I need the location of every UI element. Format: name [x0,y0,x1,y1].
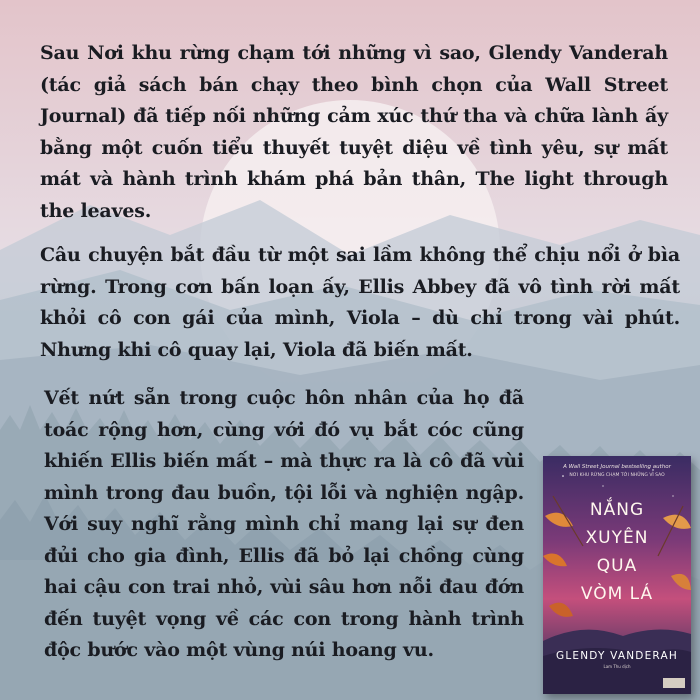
book-title-line: XUYÊN [585,528,649,548]
book-title-line: VÒM LÁ [580,584,654,604]
book-author: GLENDY VANDERAH [556,650,678,662]
book-cover [543,456,691,694]
book-tagline: A Wall Street Journal bestselling author [563,464,671,470]
book-translator: Lam Thu dịch [603,664,631,669]
book-subtitle: NƠI KHU RỪNG CHẠM TỚI NHỮNG VÌ SAO [569,473,665,478]
intro-paragraph: Sau Nơi khu rừng chạm tới những vì sao, Glendy Vanderah (tác giả sách bán chạy theo bình chọn của Wall Street Journal) đã tiếp nối những cảm xúc thứ tha và chữa lành ấy bằng một cuốn tiểu thuyết tuyệt diệu về tình yêu, sự mất mát và hành trình khám phá bản thân, The light through the leaves. [40,42,668,222]
book-title-line: QUA [596,556,638,576]
book-title-line: NẮNG [589,500,645,520]
plot-paragraph: Vết nứt sẵn trong cuộc hôn nhân của họ đã toác rộng hơn, cùng với đó vụ bắt cóc cũng khiến Ellis biến mất – mà thực ra là cô đã vùi mình trong đau buồn, tội lỗi và nghiện ngập. Với suy nghĩ rằng mình chỉ mang lại sự đen đủi cho gia đình, Ellis đã bỏ lại chồng cùng hai cậu con trai nhỏ, vùi sâu hơn nỗi đau đớn đến tuyệt vọng về các con trong hành trình độc bước vào một vùng núi hoang vu. [44,387,524,661]
story-paragraph: Câu chuyện bắt đầu từ một sai lầm không thể chịu nổi ở bìa rừng. Trong cơn bấn loạn ấy, Ellis Abbey đã vô tình rời mất khỏi cô con gái của mình, Viola – dù chỉ trong vài phút. Nhưng khi cô quay lại, Viola đã biến mất. [40,244,680,361]
